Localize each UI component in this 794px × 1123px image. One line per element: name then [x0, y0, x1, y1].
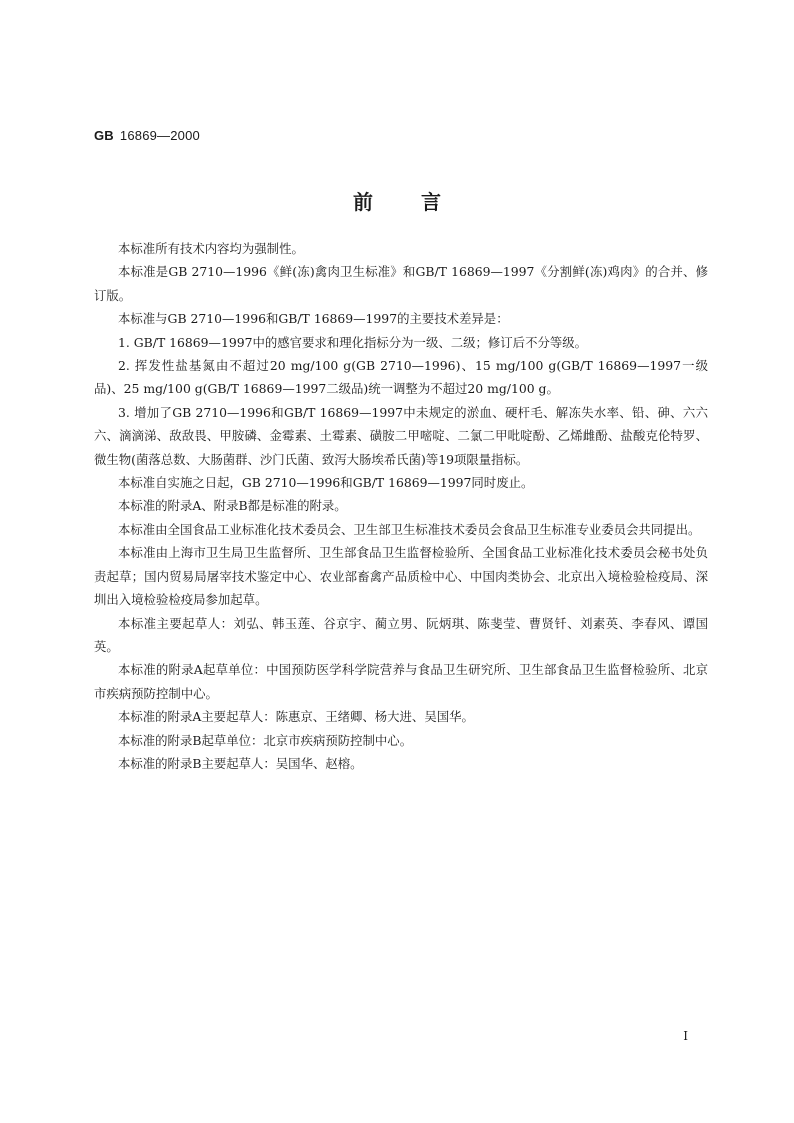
standard-prefix: GB	[94, 128, 114, 143]
paragraph: 本标准的附录A起草单位：中国预防医学科学院营养与食品卫生研究所、卫生部食品卫生监督检验所、北京市疾病预防控制中心。	[94, 662, 708, 701]
paragraph: 本标准的附录B起草单位：北京市疾病预防控制中心。	[118, 732, 413, 748]
paragraph: 2. 挥发性盐基氮由不超过20 mg/100 g(GB 2710—1996)、15 mg/100 g(GB/T 16869—1997一级品)、25 mg/100 g(GB/T 16869—1997二级品)统一调整为不超过20 mg/100 g。	[94, 358, 708, 397]
paragraph: 本标准与GB 2710—1996和GB/T 16869—1997的主要技术差异是：	[118, 311, 509, 327]
paragraph: 本标准所有技术内容均为强制性。	[118, 241, 304, 256]
paragraph: 3. 增加了GB 2710—1996和GB/T 16869—1997中未规定的淤血、硬杆毛、解冻失水率、铅、砷、六六六、滴滴涕、敌敌畏、甲胺磷、金霉素、土霉素、磺胺二甲嘧啶、二氯二甲吡啶酚、乙烯雌酚、盐酸克伦特罗、微生物(菌落总数、大肠菌群、沙门氏菌、致泻大肠埃希氏菌)等19项限量指标。	[94, 404, 708, 467]
paragraph: 本标准的附录A、附录B都是标准的附录。	[118, 498, 347, 514]
page-title: 前言	[353, 190, 489, 214]
paragraph: 本标准是GB 2710—1996《鲜(冻)禽肉卫生标准》和GB/T 16869—1997《分割鲜(冻)鸡肉》的合并、修订版。	[94, 264, 708, 303]
paragraph: 本标准的附录A主要起草人：陈惠京、王绪卿、杨大进、吴国华。	[118, 709, 474, 725]
paragraph: 本标准由全国食品工业标准化技术委员会、卫生部卫生标准技术委员会食品卫生标准专业委员会共同提出。	[118, 521, 701, 537]
paragraph: 本标准由上海市卫生局卫生监督所、卫生部食品卫生监督检验所、全国食品工业标准化技术委员会秘书处负责起草；国内贸易局屠宰技术鉴定中心、农业部畜禽产品质检中心、中国肉类协会、北京出入境检验检疫局、深圳出入境检验检疫局参加起草。	[94, 545, 708, 608]
page-number: I	[683, 1029, 688, 1043]
paragraph: 本标准主要起草人：刘弘、韩玉莲、谷京宇、蔺立男、阮炳琪、陈斐莹、曹贤钎、刘素英、李春风、谭国英。	[94, 615, 708, 654]
foreword-body	[94, 237, 708, 775]
paragraph: 1. GB/T 16869—1997中的感官要求和理化指标分为一级、二级；修订后不分等级。	[118, 334, 588, 350]
standard-code-header	[94, 128, 200, 143]
paragraph: 本标准的附录B主要起草人：吴国华、赵榕。	[118, 755, 363, 771]
standard-number: 16869—2000	[119, 128, 200, 143]
paragraph: 本标准自实施之日起，GB 2710—1996和GB/T 16869—1997同时废止。	[118, 475, 534, 491]
